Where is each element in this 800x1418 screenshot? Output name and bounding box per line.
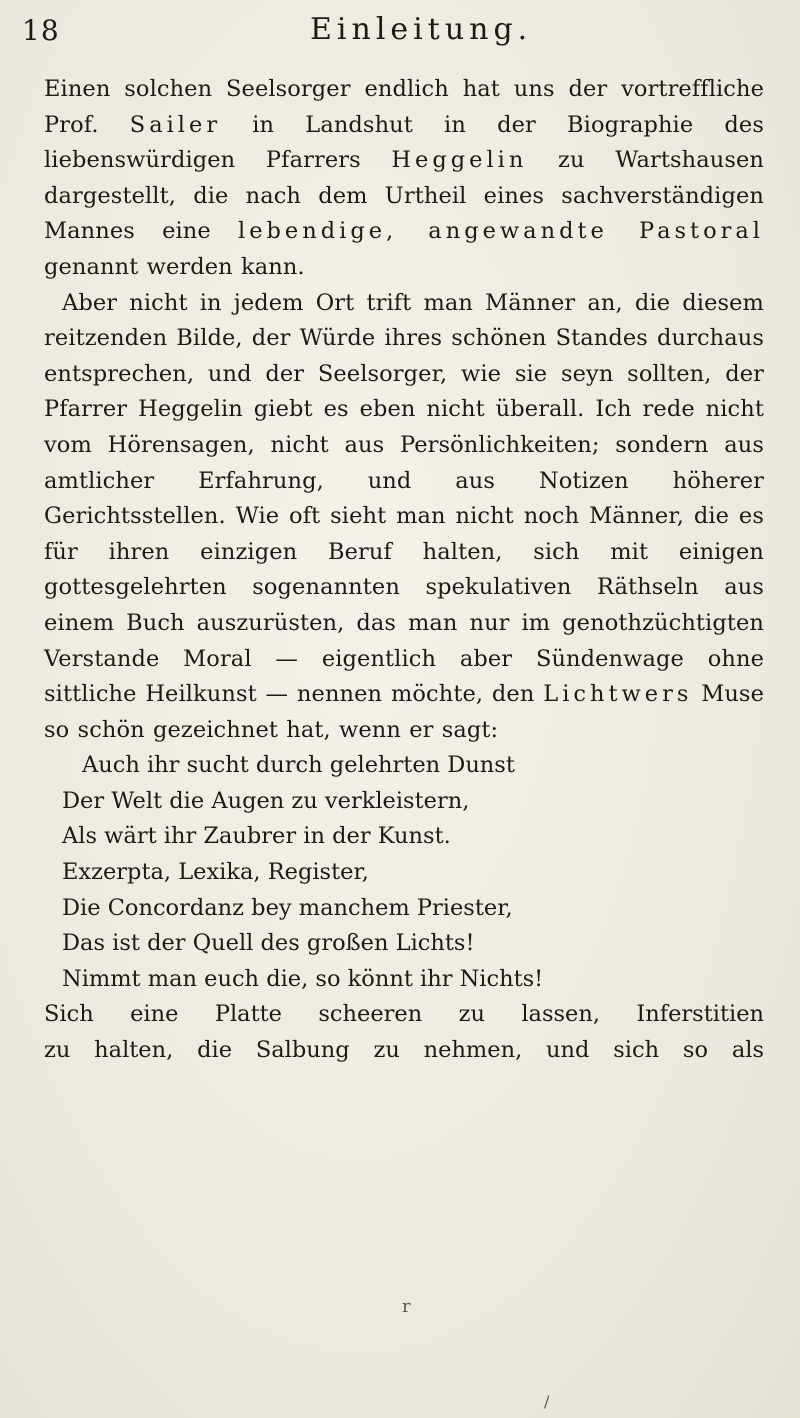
paragraph-2-text: Aber nicht in jedem Ort trift man Männer an, die diesem reitzenden Bilde, der Würde ihres schönen Standes durchaus entsprechen, und der Seelsorger, wie sie seyn sollten, der Pfarrer Heggelin giebt es eben nicht überall. Ich rede nicht vom Hörensagen, nicht aus Persönlichkeiten; sondern aus amtlicher Erfahrung, und aus Notizen höherer Gerichtsstellen. Wie oft sieht man nicht noch Männer, die es für ihren einzigen Beruf halten, sich mit einigen gottesgelehrten sogenannten spekulativen Räthseln aus einem Buch auszurüsten, das man nur im genothzüchtigten Verstande Moral — eigentlich aber Sündenwage ohne sittliche Heilkunst — nennen möchte, den xyxy=(44,289,764,708)
name-lichtwer: Lichtwers xyxy=(543,681,693,708)
paragraph-1 xyxy=(44,72,764,286)
verse-line-6: Das ist der Quell des großen Lichts! xyxy=(62,930,475,957)
paragraph-1-text-c: zu Wartshausen dargestellt, die nach dem Urtheil eines sachverständigen Mannes eine xyxy=(44,147,764,245)
verse-quotation xyxy=(44,748,764,997)
paragraph-1-text-b: in Landshut in der Biographie des liebenswürdigen Pfarrers xyxy=(44,111,764,174)
verse-line-2: Der Welt die Augen zu verkleistern, xyxy=(62,787,470,814)
running-head: Einleitung. xyxy=(310,12,533,47)
emphasis-pastoral: lebendige, angewandte Pastoral xyxy=(238,218,764,245)
verse-line-4: Exzerpta, Lexika, Register, xyxy=(62,859,369,886)
paragraph-3-line-2: zu halten, die Salbung zu nehmen, und sich so als xyxy=(44,1037,764,1064)
verse-line-7: Nimmt man euch die, so könnt ihr Nichts! xyxy=(62,965,544,992)
paragraph-2 xyxy=(44,286,764,749)
stray-mark: r xyxy=(402,1296,411,1317)
page-header xyxy=(0,10,800,58)
paragraph-3-line-1: Sich eine Platte scheeren zu lassen, Inferstitien xyxy=(44,1001,764,1028)
page-number: 18 xyxy=(22,14,60,47)
paragraph-1-text-a: Einen solchen Seelsorger endlich hat uns der vortreffliche Prof. xyxy=(44,76,764,138)
paragraph-1-text-d: genannt werden kann. xyxy=(44,253,305,280)
page-body xyxy=(44,72,764,1069)
name-heggelin: Heggelin xyxy=(391,147,528,174)
verse-line-3: Als wärt ihr Zaubrer in der Kunst. xyxy=(62,823,451,850)
name-sailer: Sailer xyxy=(129,111,222,138)
stray-mark-slash: / xyxy=(544,1392,550,1411)
verse-line-5: Die Concordanz bey manchem Priester, xyxy=(62,894,513,921)
verse-line-1: Auch ihr sucht durch gelehrten Dunst xyxy=(82,752,515,779)
paragraph-2-text-end: Muse so schön gezeichnet hat, wenn er sagt: xyxy=(44,681,764,743)
